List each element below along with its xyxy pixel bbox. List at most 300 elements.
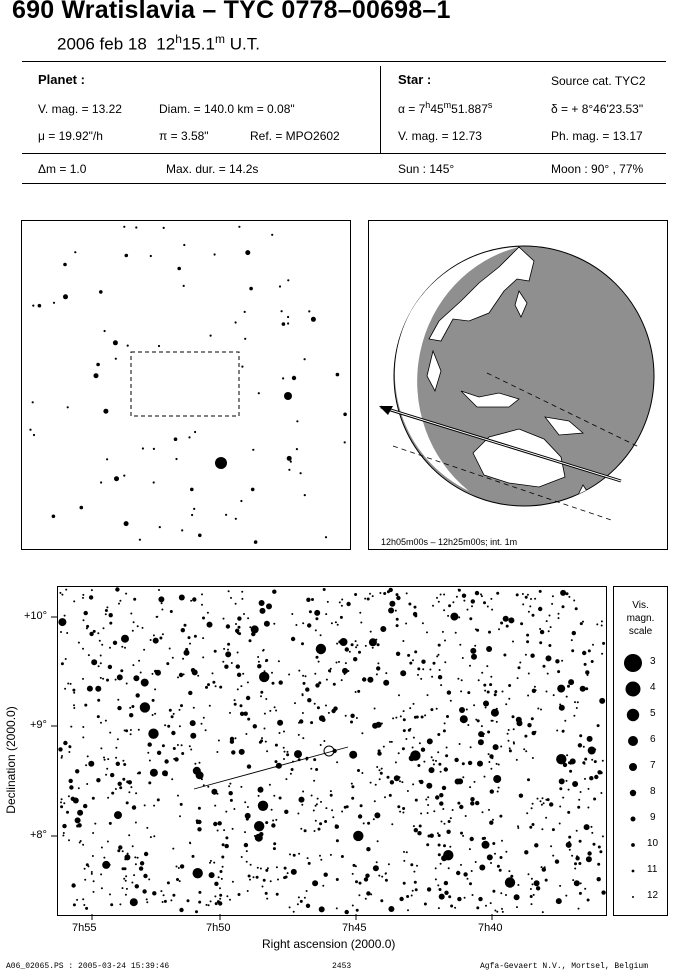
chart-star — [266, 603, 272, 609]
chart-star — [597, 863, 600, 866]
chart-star — [531, 878, 533, 880]
legend-mag-8: 8 — [650, 786, 656, 797]
chart-star — [499, 869, 502, 872]
chart-star — [167, 881, 170, 884]
chart-star — [566, 842, 572, 848]
chart-star — [405, 623, 407, 625]
chart-star — [300, 900, 303, 903]
chart-star — [237, 616, 241, 620]
chart-star — [320, 744, 322, 746]
finder-star — [287, 322, 289, 324]
chart-star — [351, 643, 354, 646]
chart-star — [475, 801, 479, 805]
chart-star — [507, 733, 509, 735]
chart-star — [384, 796, 386, 798]
chart-star — [456, 871, 460, 875]
chart-star — [83, 804, 87, 808]
chart-star — [526, 812, 528, 814]
chart-star — [325, 705, 327, 707]
chart-star — [134, 856, 136, 858]
chart-star — [315, 617, 318, 620]
chart-star — [75, 769, 79, 773]
chart-star — [246, 861, 248, 863]
chart-star — [73, 704, 75, 706]
chart-star — [492, 842, 495, 845]
chart-star — [232, 828, 234, 830]
chart-star — [276, 866, 278, 868]
chart-star — [358, 651, 361, 654]
chart-star — [488, 761, 490, 763]
chart-star — [104, 759, 106, 761]
chart-star — [426, 783, 432, 789]
chart-star — [189, 643, 191, 645]
legend-title-line-1: Vis. — [632, 600, 649, 611]
chart-star — [179, 595, 185, 601]
chart-star — [470, 746, 472, 748]
finder-star — [300, 472, 302, 474]
chart-star — [154, 713, 156, 715]
finder-star — [290, 461, 292, 463]
chart-star — [118, 845, 122, 849]
chart-star — [266, 750, 268, 752]
chart-star — [320, 634, 322, 636]
chart-star — [577, 806, 580, 809]
chart-star — [115, 679, 117, 681]
chart-star — [271, 823, 275, 827]
chart-star — [588, 649, 591, 652]
finder-star — [32, 305, 34, 307]
info-mid-rule — [22, 153, 666, 154]
chart-star — [546, 655, 552, 661]
chart-star — [214, 882, 218, 886]
chart-star — [67, 683, 69, 685]
chart-star — [203, 717, 205, 719]
chart-star — [170, 610, 173, 613]
chart-star — [385, 879, 388, 882]
chart-star — [494, 853, 496, 855]
chart-star — [356, 909, 359, 912]
chart-star — [355, 640, 357, 642]
chart-star — [518, 666, 521, 669]
chart-star — [350, 714, 354, 718]
chart-star — [195, 910, 198, 913]
chart-star — [448, 867, 450, 869]
chart-star — [413, 703, 415, 705]
finder-star — [163, 227, 165, 229]
chart-star — [447, 615, 449, 617]
chart-star — [143, 649, 145, 651]
chart-star — [475, 861, 477, 863]
chart-star — [570, 763, 572, 765]
magnitude-legend — [613, 586, 668, 916]
chart-star — [190, 733, 196, 739]
chart-star — [452, 809, 454, 811]
chart-star — [221, 878, 223, 880]
chart-star — [194, 635, 197, 638]
chart-star — [355, 880, 358, 883]
chart-star — [494, 690, 497, 693]
chart-star — [532, 823, 535, 826]
chart-star — [128, 780, 132, 784]
chart-star — [250, 864, 252, 866]
chart-star — [355, 646, 357, 648]
chart-star — [298, 853, 300, 855]
chart-star — [170, 899, 172, 901]
chart-star — [580, 686, 586, 692]
chart-star — [459, 743, 461, 745]
chart-star — [228, 590, 230, 592]
chart-star — [340, 616, 343, 619]
chart-star — [377, 643, 380, 646]
chart-star — [278, 660, 280, 662]
chart-star — [442, 631, 444, 633]
chart-star — [379, 778, 381, 780]
chart-star — [488, 809, 490, 811]
chart-star — [117, 699, 119, 701]
chart-star — [229, 899, 231, 901]
finder-star — [343, 413, 347, 417]
chart-star — [480, 593, 482, 595]
legend-mag-4: 4 — [650, 682, 656, 693]
ytick-0: +10° — [24, 610, 48, 622]
finder-star — [282, 322, 286, 326]
chart-star — [598, 846, 601, 849]
chart-star — [88, 865, 90, 867]
chart-star — [568, 841, 570, 843]
chart-star — [439, 801, 443, 805]
legend-mag-10: 10 — [647, 838, 659, 849]
chart-star — [483, 601, 486, 604]
globe-panel — [368, 220, 668, 550]
chart-star — [562, 605, 565, 608]
chart-star — [122, 760, 124, 762]
chart-star — [98, 665, 100, 667]
chart-star — [266, 898, 268, 900]
chart-star — [300, 828, 302, 830]
chart-star — [487, 731, 490, 734]
chart-star — [452, 618, 454, 620]
chart-star — [574, 880, 580, 886]
chart-star — [83, 904, 85, 906]
chart-star — [298, 896, 300, 898]
chart-star — [323, 740, 325, 742]
chart-star — [113, 641, 117, 645]
chart-star — [336, 839, 339, 842]
chart-star — [401, 781, 403, 783]
finder-star — [150, 255, 152, 257]
chart-star — [78, 642, 80, 644]
chart-star — [331, 709, 335, 713]
chart-star — [381, 768, 383, 770]
chart-star — [379, 769, 381, 771]
legend-dot-8 — [630, 790, 636, 796]
chart-star — [345, 715, 347, 717]
chart-star — [395, 761, 397, 763]
globe-svg — [369, 221, 667, 549]
finder-star — [135, 226, 137, 228]
chart-star — [545, 880, 547, 882]
chart-star — [179, 880, 181, 882]
finder-star — [296, 448, 298, 450]
chart-star — [105, 613, 107, 615]
chart-star — [345, 662, 347, 664]
chart-star — [259, 672, 269, 682]
info-top-rule — [22, 61, 666, 62]
chart-star — [130, 613, 132, 615]
chart-star — [448, 820, 451, 823]
chart-star — [84, 611, 88, 615]
chart-star — [198, 807, 201, 810]
chart-star — [306, 598, 310, 602]
chart-star — [61, 755, 63, 757]
chart-star — [354, 593, 357, 596]
chart-star — [177, 795, 179, 797]
chart-star — [396, 624, 399, 627]
chart-star — [375, 639, 377, 641]
chart-star — [244, 843, 248, 847]
chart-star — [566, 780, 568, 782]
chart-star — [601, 890, 605, 894]
chart-star — [118, 782, 122, 786]
event-minute: 15.1 — [181, 34, 215, 54]
chart-star — [87, 755, 89, 757]
chart-star — [258, 661, 260, 663]
chart-star — [294, 750, 302, 758]
chart-star — [358, 814, 362, 818]
chart-star — [361, 732, 363, 734]
chart-star — [114, 811, 122, 819]
chart-star — [419, 780, 423, 784]
chart-star — [505, 894, 507, 896]
chart-star — [264, 713, 266, 715]
chart-star — [259, 832, 263, 836]
chart-star — [569, 770, 572, 773]
chart-star — [402, 640, 404, 642]
ytick-1: +9° — [30, 719, 47, 731]
chart-star — [591, 826, 593, 828]
chart-star — [330, 668, 332, 670]
chart-star — [367, 598, 370, 601]
chart-star — [530, 654, 534, 658]
chart-star — [455, 632, 457, 634]
chart-star — [225, 811, 227, 813]
chart-star — [212, 875, 214, 877]
chart-star — [440, 684, 442, 686]
moon-info: Moon : 90° , 77% — [551, 162, 644, 176]
legend-mag-5: 5 — [650, 708, 656, 719]
chart-star — [398, 752, 400, 754]
chart-star — [227, 649, 229, 651]
chart-star — [76, 899, 78, 901]
finder-star — [198, 534, 202, 538]
chart-star — [94, 823, 96, 825]
chart-star — [580, 622, 583, 625]
chart-star — [316, 656, 319, 659]
finder-star — [99, 290, 103, 294]
chart-star — [486, 665, 488, 667]
chart-star — [181, 752, 184, 755]
chart-star — [173, 747, 176, 750]
chart-star — [600, 792, 602, 794]
chart-star — [568, 596, 570, 598]
chart-star — [302, 675, 304, 677]
chart-star — [490, 902, 492, 904]
chart-star — [331, 622, 333, 624]
chart-star — [531, 807, 533, 809]
finder-star — [271, 234, 273, 236]
finder-star — [287, 316, 289, 318]
chart-star — [301, 804, 303, 806]
chart-star — [137, 772, 139, 774]
chart-star — [115, 587, 119, 591]
chart-star — [410, 863, 413, 866]
chart-star — [599, 698, 605, 704]
chart-star — [333, 683, 336, 686]
chart-star — [143, 874, 147, 878]
chart-star — [422, 668, 424, 670]
chart-star — [273, 847, 276, 850]
chart-star — [105, 609, 108, 612]
chart-star — [265, 892, 268, 895]
chart-star — [478, 739, 484, 745]
chart-star — [562, 797, 564, 799]
chart-star — [315, 820, 317, 822]
chart-star — [285, 778, 287, 780]
chart-star — [438, 834, 441, 837]
planet-heading: Planet : — [38, 72, 85, 87]
chart-star — [235, 629, 239, 633]
chart-star — [336, 878, 339, 881]
chart-star — [414, 650, 417, 653]
chart-star — [351, 797, 354, 800]
chart-star — [470, 648, 476, 654]
star-delta: δ = + 8°46'23.53" — [551, 102, 644, 116]
chart-star — [547, 673, 549, 675]
chart-star — [140, 672, 142, 674]
chart-star — [417, 674, 419, 676]
chart-star — [119, 903, 121, 905]
chart-star — [597, 724, 600, 727]
finder-star — [153, 448, 155, 450]
chart-star — [73, 692, 75, 694]
finder-star — [94, 373, 99, 378]
chart-star — [105, 774, 107, 776]
chart-star — [427, 812, 429, 814]
chart-star — [212, 681, 215, 684]
chart-star — [547, 798, 550, 801]
footer-credit: Agfa-Gevaert N.V., Mortsel, Belgium — [480, 962, 649, 971]
chart-star — [508, 740, 510, 742]
chart-star — [193, 707, 195, 709]
chart-star — [109, 613, 113, 617]
chart-star — [444, 823, 446, 825]
chart-star — [235, 737, 237, 739]
chart-star — [431, 756, 433, 758]
finder-star — [251, 488, 255, 492]
chart-star — [461, 679, 463, 681]
chart-star — [260, 608, 266, 614]
finder-star — [252, 449, 254, 451]
chart-star — [492, 819, 494, 821]
chart-star — [403, 882, 406, 885]
chart-star — [573, 600, 575, 602]
chart-star — [208, 904, 210, 906]
finder-star — [183, 244, 185, 246]
finder-star — [177, 267, 181, 271]
finder-star — [159, 526, 161, 528]
chart-star — [107, 758, 109, 760]
chart-star — [548, 630, 550, 632]
finder-star — [193, 508, 195, 510]
chart-star — [325, 613, 327, 615]
chart-star — [492, 720, 494, 722]
chart-star — [82, 736, 84, 738]
chart-star — [314, 830, 316, 832]
chart-star — [262, 650, 264, 652]
star-heading: Star : — [398, 72, 432, 87]
chart-star — [498, 764, 500, 766]
finder-star — [235, 321, 237, 323]
chart-star — [536, 886, 540, 890]
chart-star — [444, 891, 448, 895]
finder-star — [183, 285, 185, 287]
legend-dot-12 — [632, 896, 634, 898]
chart-star — [142, 627, 144, 629]
chart-star — [599, 850, 602, 853]
info-bottom-rule — [22, 183, 666, 184]
chart-star — [436, 655, 438, 657]
chart-star — [568, 789, 570, 791]
legend-mag-11: 11 — [647, 864, 658, 875]
finder-star — [127, 345, 129, 347]
chart-star — [308, 862, 311, 865]
chart-star — [325, 807, 327, 809]
chart-star — [196, 819, 199, 822]
chart-star — [73, 600, 75, 602]
chart-star — [350, 721, 353, 724]
chart-star — [388, 906, 394, 912]
chart-star — [65, 589, 67, 591]
chart-star — [153, 835, 155, 837]
chart-star — [478, 897, 482, 901]
chart-star — [207, 622, 213, 628]
chart-star — [414, 828, 418, 832]
chart-star — [503, 654, 506, 657]
chart-star — [469, 617, 472, 620]
chart-star — [277, 879, 279, 881]
chart-star — [68, 795, 70, 797]
finder-star — [188, 436, 190, 438]
chart-star — [122, 887, 124, 889]
footer-file: A06_02065.PS : 2005-03-24 15:39:46 — [6, 962, 170, 971]
chart-star — [470, 801, 474, 805]
chart-star — [403, 851, 405, 853]
chart-star — [313, 758, 316, 761]
chart-star — [302, 622, 304, 624]
chart-star — [498, 628, 500, 630]
chart-star — [148, 729, 158, 739]
chart-star — [438, 675, 442, 679]
chart-star — [164, 724, 166, 726]
chart-star — [580, 882, 582, 884]
chart-star — [121, 635, 129, 643]
chart-star — [438, 763, 441, 766]
chart-star — [283, 876, 286, 879]
chart-star — [310, 768, 312, 770]
chart-star — [443, 850, 453, 860]
chart-star — [147, 752, 149, 754]
chart-star — [327, 601, 329, 603]
